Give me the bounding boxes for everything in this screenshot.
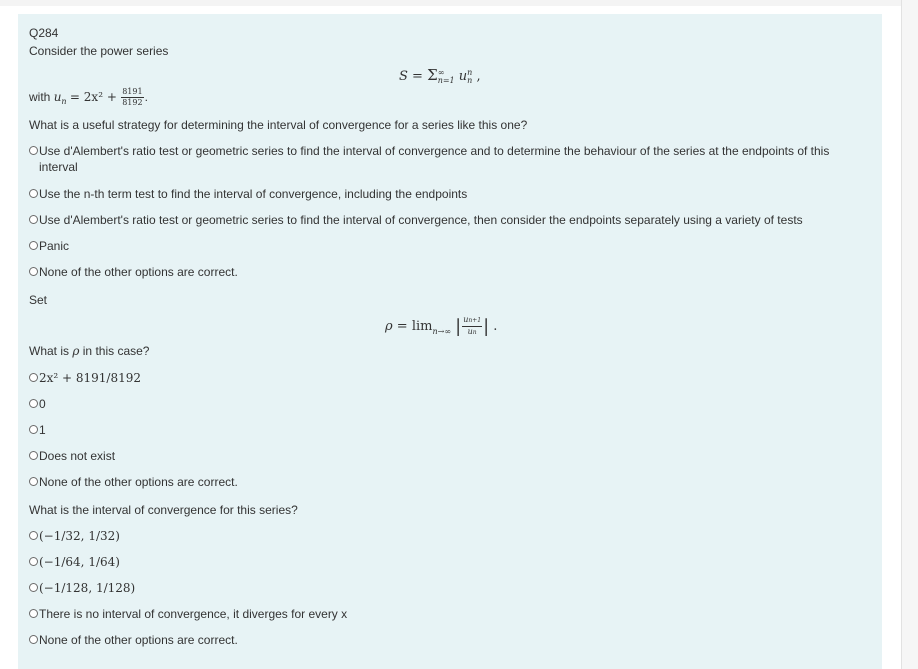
radio-button[interactable]	[29, 189, 38, 198]
intro-text: Consider the power series	[29, 44, 169, 58]
radio-button[interactable]	[29, 609, 38, 618]
q2-option-4[interactable]	[29, 448, 115, 464]
radio-button[interactable]	[29, 635, 38, 644]
q1-option-2[interactable]	[29, 186, 467, 202]
q3-option-1[interactable]	[29, 528, 120, 544]
q1-option-5[interactable]	[29, 264, 238, 280]
q2-option-5[interactable]	[29, 474, 238, 490]
q3-option-3-label: (−1/128, 1/128)	[39, 581, 136, 595]
with-label: with	[29, 90, 51, 104]
set-label: Set	[29, 293, 48, 307]
q3-option-1-label: (−1/32, 1/32)	[39, 529, 120, 543]
q1-option-1-label: Use d'Alembert's ratio test or geometric series to find the interval of convergence and to determine the behaviour of the series at the endpoints of this interval	[39, 144, 830, 174]
q1-option-5-label: None of the other options are correct.	[39, 265, 238, 279]
q3-option-5-label: None of the other options are correct.	[39, 633, 238, 647]
q1-option-3-label: Use d'Alembert's ratio test or geometric series to find the interval of convergence, then consider the endpoints separately using a variety of tests	[39, 213, 803, 227]
u-fraction	[121, 88, 143, 107]
q2-prompt-start: What is	[29, 344, 70, 358]
radio-button[interactable]	[29, 557, 38, 566]
q2-option-1-label: 2x² + 8191/8192	[39, 371, 142, 385]
radio-button[interactable]	[29, 477, 38, 486]
q3-option-4[interactable]	[29, 606, 347, 622]
series-formula: S = Σ ∞ n=1 u n n ,	[399, 66, 481, 85]
radio-button[interactable]	[29, 373, 38, 382]
q1-option-1[interactable]	[29, 143, 859, 175]
q1-option-4-label: Panic	[39, 239, 70, 253]
radio-button[interactable]	[29, 583, 38, 592]
q1-option-2-label: Use the n-th term test to find the interval of convergence, including the endpoints	[39, 187, 468, 201]
u-frac-num: 8191	[122, 87, 143, 97]
radio-button[interactable]	[29, 215, 38, 224]
q2-option-5-label: None of the other options are correct.	[39, 475, 238, 489]
q3-option-2[interactable]	[29, 554, 120, 570]
q1-option-4[interactable]	[29, 238, 69, 254]
q2-option-2[interactable]	[29, 396, 46, 412]
rho-formula: ρ = limn→∞ | $\frac{un+1}{un}$ | .	[385, 315, 498, 337]
radio-button[interactable]	[29, 241, 38, 250]
radio-button[interactable]	[29, 451, 38, 460]
q3-option-3[interactable]	[29, 580, 135, 596]
q3-option-4-label: There is no interval of convergence, it diverges for every x	[39, 607, 348, 621]
q1-prompt: What is a useful strategy for determining the interval of convergence for a series like this one?	[29, 118, 528, 132]
u-definition: with $u_n = 2x^2$ + $\frac{8191}{8192}$ .	[29, 87, 148, 108]
q2-option-1[interactable]	[29, 370, 141, 386]
q2-prompt	[29, 343, 149, 359]
radio-button[interactable]	[29, 267, 38, 276]
q2-prompt-end: in this case?	[82, 344, 150, 358]
q2-option-2-label: 0	[39, 397, 46, 411]
q1-option-3[interactable]	[29, 212, 803, 228]
radio-button[interactable]	[29, 146, 38, 155]
top-rule	[0, 0, 918, 6]
radio-button[interactable]	[29, 531, 38, 540]
q3-option-5[interactable]	[29, 632, 238, 648]
question-number: Q284	[29, 26, 59, 40]
q3-prompt: What is the interval of convergence for this series?	[29, 503, 298, 517]
radio-button[interactable]	[29, 399, 38, 408]
q2-option-3-label: 1	[39, 423, 46, 437]
q3-option-2-label: (−1/64, 1/64)	[39, 555, 120, 569]
q2-prompt-symbol: ρ	[72, 344, 80, 358]
u-frac-den: 8192	[122, 98, 143, 108]
u-rhs: = 2x² +	[69, 90, 117, 104]
q2-option-4-label: Does not exist	[39, 449, 116, 463]
question-card	[18, 14, 882, 669]
radio-button[interactable]	[29, 425, 38, 434]
scrollbar[interactable]	[901, 0, 918, 669]
q2-option-3[interactable]	[29, 422, 46, 438]
u-symbol: u	[53, 90, 62, 104]
